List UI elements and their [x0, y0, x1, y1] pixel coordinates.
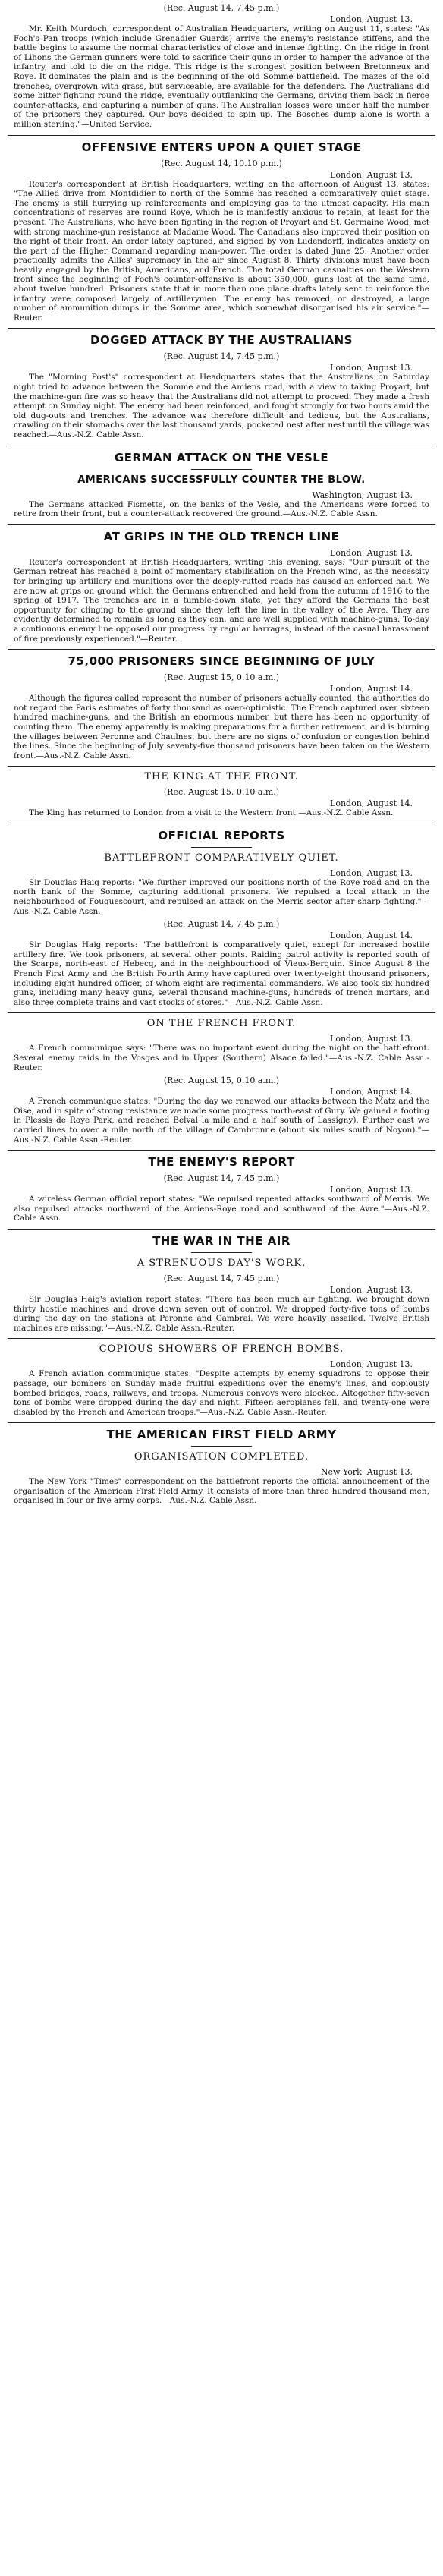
headline: THE AMERICAN FIRST FIELD ARMY [106, 1428, 337, 1442]
short-divider [191, 847, 252, 848]
article-french-communique [8, 1075, 435, 1145]
divider [8, 766, 435, 767]
headline: THE ENEMY'S REPORT [148, 1155, 295, 1170]
dateline: London, August 14. [330, 1087, 413, 1097]
dateline: London, August 13. [330, 1185, 413, 1195]
article-body: The King has returned to London from a visit to the Western front.—Aus.-N.Z. Cable Assn. [29, 808, 394, 818]
dateline: London, August 13. [330, 1359, 413, 1370]
dateline: London, August 13. [330, 1284, 413, 1295]
received-time: (Rec. August 14, 7.45 p.m.) [163, 1273, 280, 1283]
dateline: London, August 13. [330, 547, 413, 558]
received-time: (Rec. August 15, 0.10 a.m.) [163, 672, 280, 683]
article-body: Sir Douglas Haig reports: "The battlefront is comparatively quiet, except for increased hostile artillery fire. We took prisoners, at several other points. Raiding patrol activity is reported south of the Scarpe, north-east of Hebecq, and in the neighbourhood of Vieux-Berquin. Since August 8 the French First Army and the British Fourth Army have captured over twenty-eight thousand prisoners, including eight hundred officer, of whom eight are regimental commanders. We also took six hundred guns, including many heavy guns, several thousand machine-guns, hundreds of trench mortars, and also three complete trains and vast stocks of stores."—Aus.-N.Z. Cable Assn. [14, 940, 429, 1007]
headline: GERMAN ATTACK ON THE VESLE [114, 450, 329, 464]
article-vesle [8, 451, 435, 519]
article-war-in-air [8, 1234, 435, 1333]
short-divider [191, 1446, 252, 1447]
subheadline: A STRENUOUS DAY'S WORK. [137, 1257, 306, 1269]
article-body: Reuter's correspondent at British Headquarters, writing on the afternoon of August 13, states: "The Allied drive from Montdidier to north of the Somme has reached a comparatively quiet stage. The enemy is still hurrying up reinforcements and employing gas to the utmost capacity. His main concentrations of reserves are round Roye, which he is manifestly anxious to retain, at least for the present. The Australians, who have been fighting in the region of Proyart and St. Germaine Wood, met with strong machine-gun resistance at Madame Wood. The Canadians also improved their position on the right of their front. An order lately captured, and signed by von Ludendorff, indicates anxiety on the part of the Higher Command regarding man-power. The order is dated June 25. Another order practically admits the Allies' supremacy in the air since August 8. Thirty divisions must have been heavily engaged by the British, Americans, and French. The total German casualties on the Western front since the beginning of Foch's counter-offensive is about 350,000; guns lost at the same time, about twelve hundred. Prisoners state that in more than one place drafts lately sent to reinforce the infantry were composed largely of artillerymen. The enemy has removed, or destroyed, a large number of ammunition dumps in the Somme area, which somewhat disorganised his air service."—Reuter. [14, 179, 429, 323]
short-divider [191, 1252, 252, 1253]
article-body: Sir Douglas Haig reports: "We further improved our positions north of the Roye road and on the north bank of the Somme, capturing additional prisoners. We repulsed a local attack in the neighbourhood of Fouquescourt, and repulsed an attack on the Merris sector after sharp fighting."—Aus.-N.Z. Cable Assn. [14, 877, 429, 916]
headline: ON THE FRENCH FRONT. [146, 1018, 297, 1030]
dateline: London, August 13. [330, 14, 413, 24]
subheadline: AMERICANS SUCCESSFULLY COUNTER THE BLOW. [77, 474, 366, 486]
article-enemy-report [8, 1155, 435, 1223]
received-time: (Rec. August 15, 0.10 a.m.) [163, 1075, 280, 1086]
subheadline: ORGANISATION COMPLETED. [134, 1451, 309, 1463]
divider [8, 328, 435, 329]
article-body: The New York "Times" correspondent on the battlefront reports the official announcement of the organisation of the American First Field Army. It consists of more than three hundred thousand men, organised in four or five army corps.—Aus.-N.Z. Cable Assn. [14, 1477, 429, 1506]
received-time: (Rec. August 14, 7.45 p.m.) [163, 3, 280, 13]
article-french-front [8, 1018, 435, 1072]
headline: 75,000 PRISONERS SINCE BEGINNING OF JULY [68, 654, 375, 669]
subheadline: BATTLEFRONT COMPARATIVELY QUIET. [104, 852, 339, 864]
divider [8, 649, 435, 650]
subheadline: COPIOUS SHOWERS OF FRENCH BOMBS. [99, 1343, 344, 1356]
received-time: (Rec. August 14, 7.45 p.m.) [163, 1173, 280, 1184]
article-body: Mr. Keith Murdoch, correspondent of Australian Headquarters, writing on August 11, states: "As Foch's Pan troops (which include Grenadier Guards) arrive the enemy's resistance stiffens, and the battle begins to assume the normal characteristics of close and intense fighting. On the ridge in front of Lihons the German gunners were told to sacrifice their guns in order to hamper the advance of the infantry, and told to die on the ridge. This ridge is the strongest position between Bretonneux and Roye. It dominates the plain and is the beginning of the old Somme battlefield. The mazes of the old trenches, overgrown with grass, but serviceable, are available for the defenders. The Australians did some bitter fighting round the ridge, eventually outflanking the Germans, driving them back in fierce counter-attacks, and capturing a number of guns. The Australian losses were under half the number of the prisoners they captured. Our boys decided to spin up. The Bosches dump alone is worth a million sterling."—United Service. [14, 24, 429, 129]
dateline: London, August 14. [330, 684, 413, 694]
received-time: (Rec. August 15, 0.10 a.m.) [163, 787, 280, 798]
dateline: New York, August 13. [320, 1467, 413, 1478]
article-prisoners [8, 654, 435, 761]
article-body: The Germans attacked Fismette, on the banks of the Vesle, and the Americans were forced to retire from their front, but a counter-attack recovered the ground.—Aus.-N.Z. Cable Assn. [14, 499, 429, 519]
article-king [8, 771, 435, 818]
headline: THE KING AT THE FRONT. [144, 771, 299, 783]
short-divider [191, 469, 252, 470]
article-body: A French aviation communique states: "Despite attempts by enemy squadrons to oppose their passage, our bombers on Sunday made fruitful expeditions over the enemy's lines, and copiously bombed bridges, roads, railways, and troops. Numerous convoys were blocked. Altogether fifty-seven tons of bombs were dropped during the day and night. Fifteen aeroplanes fell, and twenty-one were disabled by the French and American troops."—Aus.-N.Z. Cable Assn.-Reuter. [14, 1369, 429, 1417]
divider [8, 1338, 435, 1339]
article-french-bombs [8, 1343, 435, 1417]
divider [8, 1012, 435, 1013]
article-australians [8, 333, 435, 439]
received-time: (Rec. August 14, 10.10 p.m.) [161, 158, 282, 168]
divider [8, 135, 435, 136]
article-body: Reuter's correspondent at British Headquarters, writing this evening, says: "Our pursuit of the German retreat has reached a point of momentary stabilisation on the French wing, as the necessity for bringing up artillery and munitions over the deeply-rutted roads has caused an enforced halt. We are now at grips on ground which the Germans entrenched and held from the autumn of 1916 to the spring of 1917. The trenches are in a tumble-down state, yet they afford the Germans the best opportunity for clinging to the ground since they left the line in the valley of the Avre. They are evidently determined to remain as long as they can, and are well supplied with machine-guns. To-day a continuous enemy line opposed our progress by regular barrages, instead of the casual harassment of fire previously experienced."—Reuter. [14, 557, 429, 644]
headline: OFFENSIVE ENTERS UPON A QUIET STAGE [81, 140, 362, 154]
article-body: A French communique says: "There was no important event during the night on the battlefront. Several enemy raids in the Vosges and in Upper (Southern) Alsace failed."—Aus.-N.Z. Cable Assn.-Reuter. [14, 1044, 429, 1072]
headline: THE WAR IN THE AIR [152, 1233, 291, 1248]
article-body: Sir Douglas Haig's aviation report states: "There has been much air fighting. We brought down thirty hostile machines and drove down seven out of control. We dropped forty-five tons of bombs during the day on the stations at Peronne and Cambrai. We were heavily assailed. Twelve British machines are missing."—Aus.-N.Z. Cable Assn.-Reuter. [14, 1294, 429, 1333]
article-official-reports [8, 829, 435, 916]
dateline: Washington, August 13. [312, 490, 413, 500]
article-body: Although the figures called represent the number of prisoners actually counted, the authorities do not regard the Paris estimates of forty thousand as over-optimistic. The French captured over sixteen hundred machine-guns, and the British an enormous number, but there has been no opportunity of counting them. The enemy apparently is making preparations for a further retirement, and is burning the villages between Peronne and Chaulnes, but there are no signs of confusion or congestion behind the lines. Since the beginning of July seventy-five thousand prisoners have been taken on the Western front.—Aus.-N.Z. Cable Assn. [14, 694, 429, 761]
dateline: London, August 13. [330, 363, 413, 373]
divider [8, 1422, 435, 1423]
headline: OFFICIAL REPORTS [158, 828, 285, 842]
article-trench-line [8, 530, 435, 644]
dateline: London, August 13. [330, 169, 413, 180]
article-body: The "Morning Post's" correspondent at Headquarters states that the Australians on Saturday night tried to advance between the Somme and the Amiens road, with a view to taking Proyart, but the machine-gun fire was so heavy that the Australians did not attempt to proceed. They made a fresh attempt on Sunday night. The enemy had been reinforced, and fought strongly for two hours amid the old dug-outs and trenches. The advance was therefore difficult and tedious, but the Australians, crawling on their stomachs over the last thousand yards, pocketed nest after nest until the village was reached.—Aus.-N.Z. Cable Assn. [14, 373, 429, 439]
divider [8, 1229, 435, 1230]
dateline: London, August 13. [330, 868, 413, 878]
article-american-army [8, 1428, 435, 1506]
headline: AT GRIPS IN THE OLD TRENCH LINE [103, 529, 340, 543]
dateline: London, August 14. [330, 798, 413, 809]
article-haig-report [8, 919, 435, 1007]
article-offensive-quiet [8, 140, 435, 323]
article-body: A wireless German official report states: "We repulsed repeated attacks southward of Merris. We also repulsed attacks northward of the Amiens-Roye road and southward of the Avre."—Aus.-N.Z. Cable Assn. [14, 1195, 429, 1223]
headline: DOGGED ATTACK BY THE AUSTRALIANS [90, 333, 353, 348]
article-body: A French communique states: "During the day we renewed our attacks between the Matz and the Oise, and in spite of strong resistance we made some progress north-east of Gury. We gained a footing in Plessis de Roye Park, and reached Belval la mile and a half south of Lassigny). Further east we carried lines to over a mile north of the village of Cambronne (about six miles south of Noyon)."—Aus.-N.Z. Cable Assn.-Reuter. [14, 1097, 429, 1145]
received-time: (Rec. August 14, 7.45 p.m.) [163, 919, 280, 930]
received-time: (Rec. August 14, 7.45 p.m.) [163, 351, 280, 362]
article-murdoch [8, 3, 435, 130]
divider [8, 524, 435, 525]
dateline: London, August 13. [330, 1034, 413, 1044]
dateline: London, August 14. [330, 931, 413, 941]
divider [8, 1150, 435, 1151]
